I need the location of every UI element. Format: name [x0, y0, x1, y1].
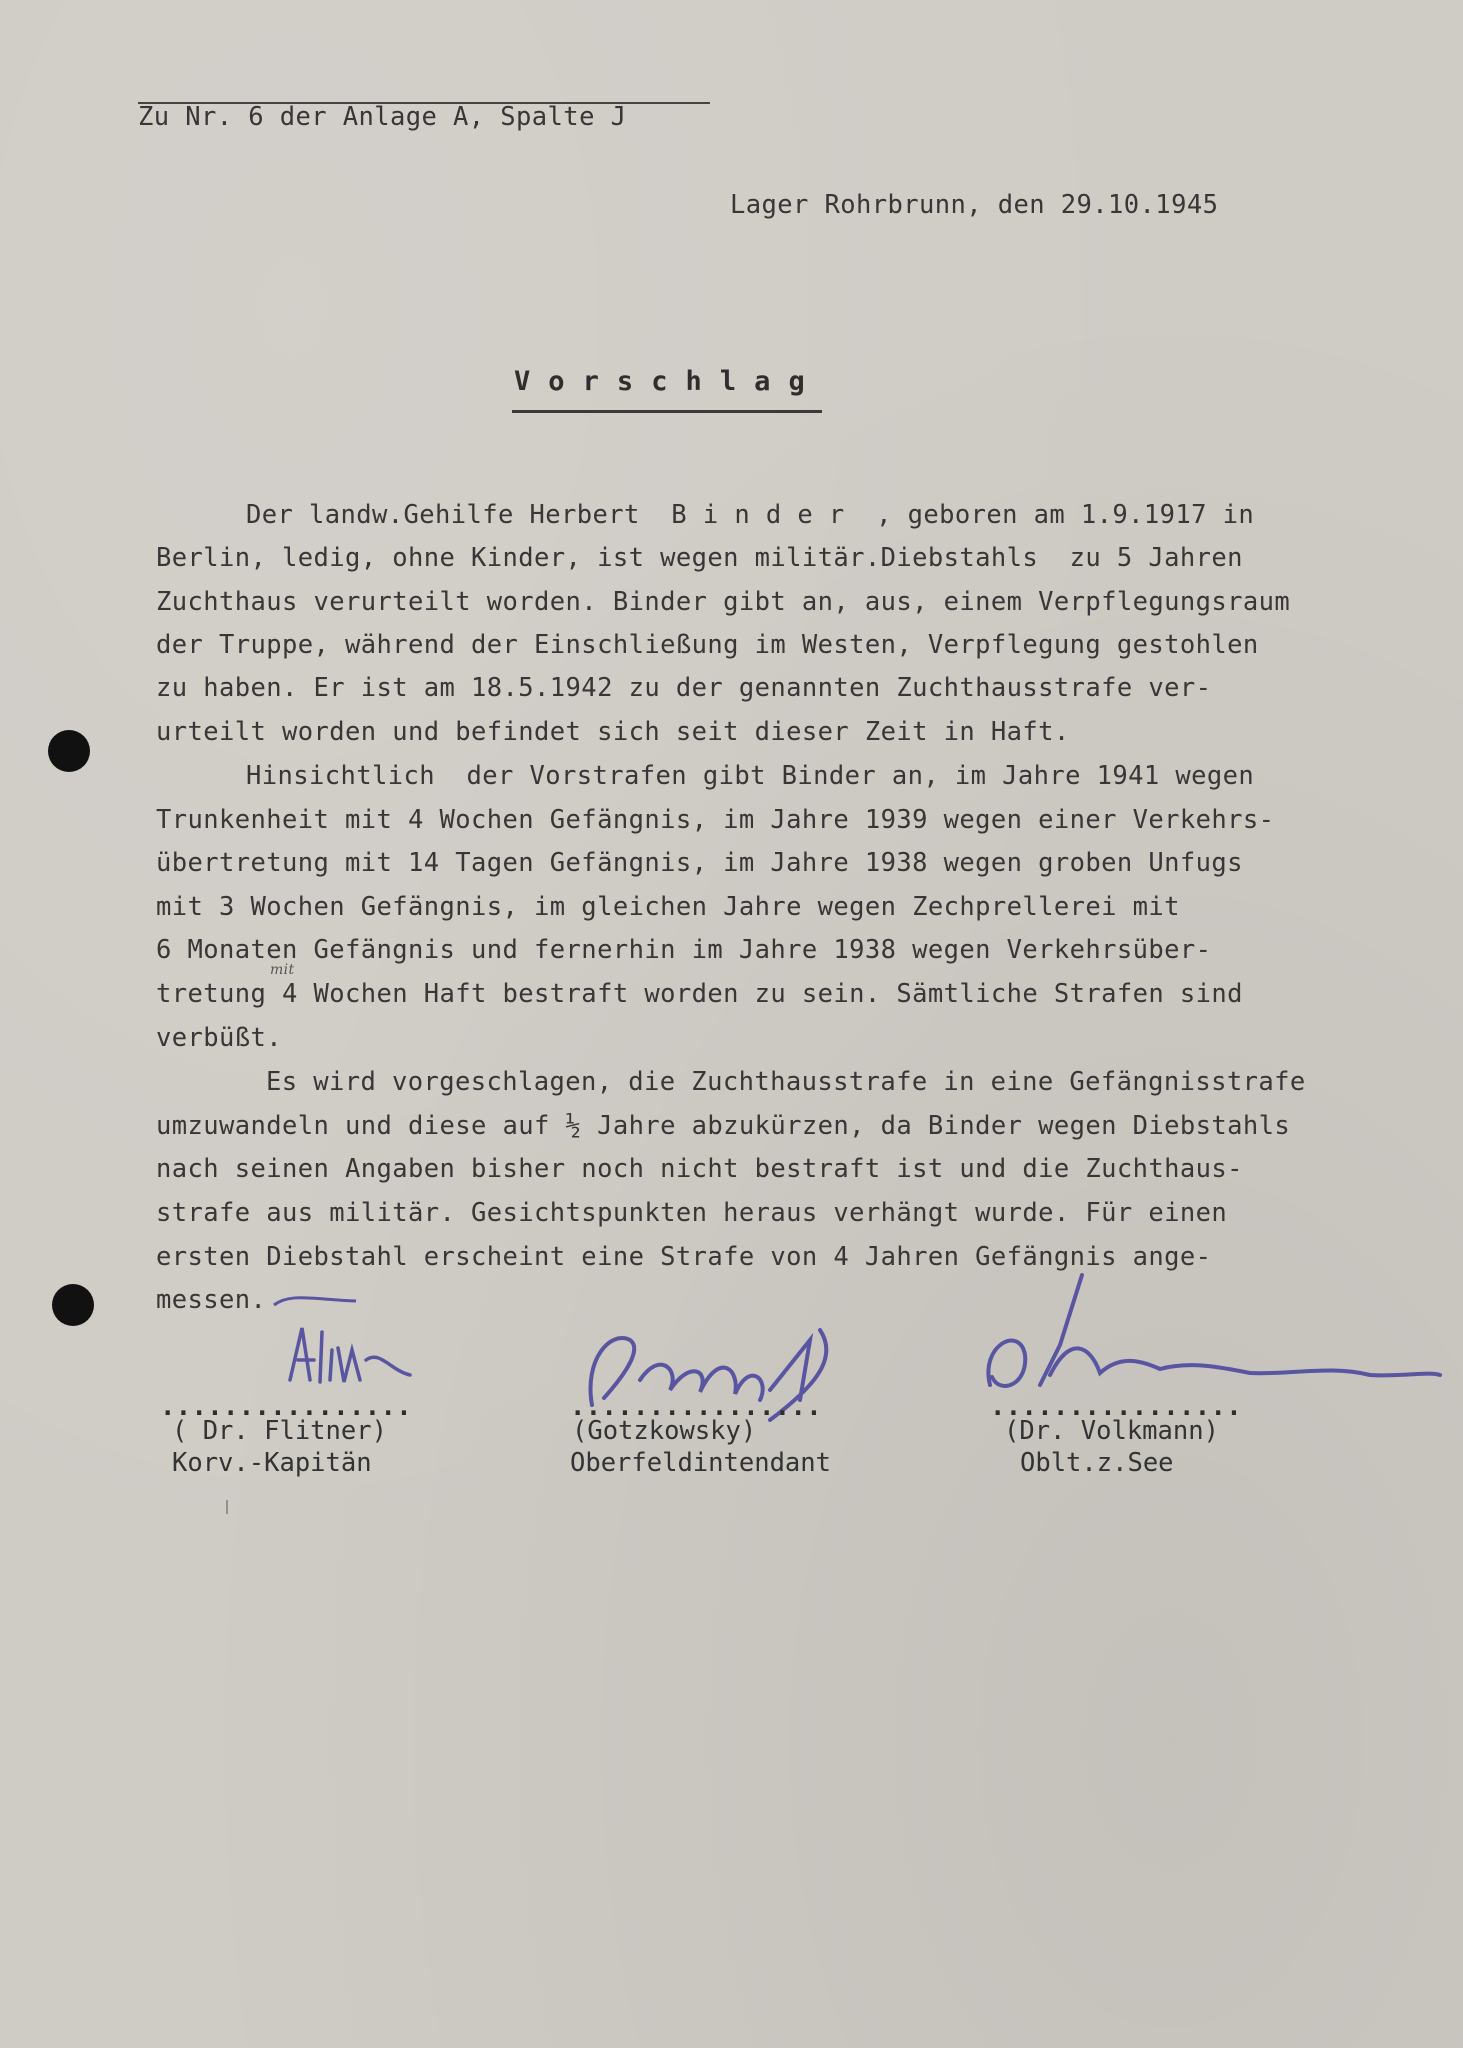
margin-mark	[226, 1500, 228, 1514]
place-date: Lager Rohrbrunn, den 29.10.1945	[730, 190, 1219, 220]
body-line-13: verbüßt.	[156, 1023, 283, 1053]
strike-mark	[270, 1285, 360, 1315]
body-line-11: 6 Monaten Gefängnis und fernerhin im Jahre 1938 wegen Verkehrsüber-	[156, 935, 1212, 965]
body-line-14: Es wird vorgeschlagen, die Zuchthausstrafe in eine Gefängnisstrafe	[266, 1067, 1306, 1097]
signatory-rank-flitner: Korv.-Kapitän	[172, 1448, 372, 1478]
body-line-16: nach seinen Angaben bisher noch nicht bestraft ist und die Zuchthaus-	[156, 1154, 1243, 1184]
body-line-5: zu haben. Er ist am 18.5.1942 zu der genannten Zuchthausstrafe ver-	[156, 673, 1212, 703]
signatory-name-flitner: ( Dr. Flitner)	[172, 1416, 387, 1446]
body-line-18: ersten Diebstahl erscheint eine Strafe von 4 Jahren Gefängnis ange-	[156, 1242, 1212, 1272]
body-line-8: Trunkenheit mit 4 Wochen Gefängnis, im Jahre 1939 wegen einer Verkehrs-	[156, 805, 1275, 835]
document-title: V o r s c h l a g	[514, 366, 806, 397]
body-line-15: umzuwandeln und diese auf ½ Jahre abzukürzen, da Binder wegen Diebstahls	[156, 1111, 1291, 1141]
punch-hole-lower	[52, 1284, 94, 1326]
body-line-19: messen.	[156, 1285, 267, 1315]
signatory-rank-volkmann: Oblt.z.See	[1020, 1448, 1174, 1478]
punch-hole-upper	[48, 730, 90, 772]
reference-underline	[138, 102, 710, 104]
signatory-name-volkmann: (Dr. Volkmann)	[1004, 1416, 1219, 1446]
body-line-17: strafe aus militär. Gesichtspunkten heraus verhängt wurde. Für einen	[156, 1198, 1228, 1228]
body-line-7: Hinsichtlich der Vorstrafen gibt Binder an, im Jahre 1941 wegen	[246, 761, 1255, 791]
signatory-name-gotzkowsky: (Gotzkowsky)	[572, 1416, 757, 1446]
body-line-2: Berlin, ledig, ohne Kinder, ist wegen militär.Diebstahls zu 5 Jahren	[156, 543, 1243, 573]
signature-dots-3: ................	[990, 1392, 1243, 1422]
body-line-9: übertretung mit 14 Tagen Gefängnis, im Jahre 1938 wegen groben Unfugs	[156, 848, 1243, 878]
signatory-rank-gotzkowsky: Oberfeldintendant	[570, 1448, 831, 1478]
title-underline	[512, 410, 822, 413]
body-line-10: mit 3 Wochen Gefängnis, im gleichen Jahre wegen Zechprellerei mit	[156, 892, 1180, 922]
reference-line: Zu Nr. 6 der Anlage A, Spalte J	[138, 102, 627, 132]
signature-dots-2: ................	[570, 1392, 823, 1422]
handwritten-insert: mit	[270, 962, 295, 978]
body-line-1: Der landw.Gehilfe Herbert B i n d e r , geboren am 1.9.1917 in	[246, 500, 1255, 530]
body-line-4: der Truppe, während der Einschließung im Westen, Verpflegung gestohlen	[156, 630, 1259, 660]
body-line-12: tretung 4 Wochen Haft bestraft worden zu sein. Sämtliche Strafen sind	[156, 979, 1243, 1009]
signature-dots-1: ................	[160, 1392, 413, 1422]
body-line-3: Zuchthaus verurteilt worden. Binder gibt an, aus, einem Verpflegungsraum	[156, 587, 1291, 617]
body-line-6: urteilt worden und befindet sich seit dieser Zeit in Haft.	[156, 717, 1070, 747]
